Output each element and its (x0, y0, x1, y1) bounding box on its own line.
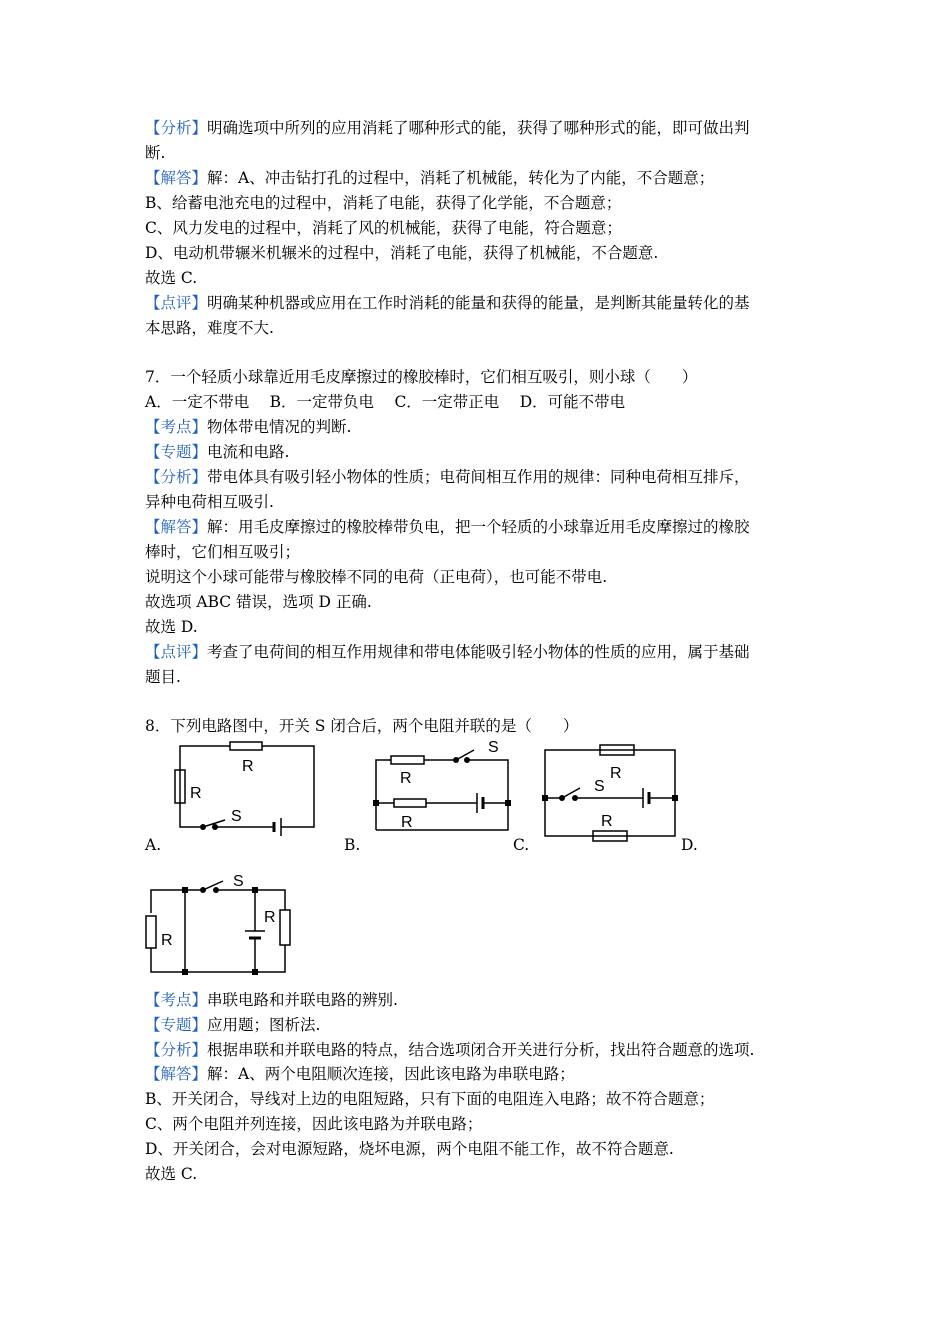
q7-options: A．一定不带电 B．一定带负电 C．一定带正电 D．可能不带电 (145, 393, 626, 411)
resistor-left (146, 916, 156, 948)
comment-line-cont: 本思路，难度不大. (145, 319, 274, 337)
resistor-top (230, 742, 262, 750)
junction-dot (252, 969, 258, 975)
q8-answer-line: 【解答】解：A、两个电阻顺次连接，因此该电路为串联电路； (145, 1065, 575, 1083)
q7-answer-line: 【解答】解：用毛皮摩擦过的橡胶棒带负电，把一个轻质的小球靠近用毛皮摩擦过的橡胶 (145, 518, 750, 536)
q8-answer-c: C、两个电阻并列连接，因此该电路为并联电路； (145, 1115, 483, 1133)
answer-tag: 【解答】 (145, 518, 208, 536)
analysis-line: 【分析】明确选项中所列的应用消耗了哪种形式的能，获得了哪种形式的能，即可做出判 (145, 119, 750, 137)
junction-dot (182, 887, 188, 893)
switch-label: S (594, 778, 605, 795)
q8-question: 8．下列电路图中，开关 S 闭合后，两个电阻并联的是（ ） (145, 717, 579, 735)
q7-analysis-cont: 异种电荷相互吸引. (145, 493, 274, 511)
option-b-label: B. (344, 836, 361, 854)
resistor-middle (394, 799, 426, 807)
q8-answer-b: B、开关闭合，导线对上边的电阻短路，只有下面的电阻连入电路；故不符合题意； (145, 1090, 715, 1108)
analysis-tag: 【分析】 (145, 468, 208, 486)
circuit-c-diagram (538, 740, 683, 845)
comment-tag: 【点评】 (145, 294, 208, 312)
point-tag: 【考点】 (145, 418, 208, 436)
junction-dot (182, 969, 188, 975)
comment-line: 【点评】明确某种机器或应用在工作时消耗的能量和获得的能量，是判断其能量转化的基 (145, 294, 750, 312)
q7-question: 7．一个轻质小球靠近用毛皮摩擦过的橡胶棒时，它们相互吸引，则小球（ ） (145, 368, 698, 386)
circuit-d-diagram (143, 868, 293, 978)
resistor-top (391, 756, 424, 764)
option-d-label: D. (681, 836, 698, 854)
q7-final-answer: 故选 D. (145, 618, 198, 636)
resistor-label: R (264, 909, 276, 926)
final-answer: 故选 C. (145, 269, 198, 287)
q8-answer-d: D、开关闭合，会对电源短路，烧坏电源，两个电阻不能工作，故不符合题意. (145, 1140, 674, 1158)
answer-option-d: D、电动机带辗米机辗米的过程中，消耗了电能，获得了机械能，不合题意. (145, 244, 659, 262)
circuit-a-diagram (170, 740, 320, 840)
resistor-right (280, 910, 290, 945)
q8-point-line: 【考点】串联电路和并联电路的辨别. (145, 991, 398, 1009)
q7-comment-line: 【点评】考查了电荷间的相互作用规律和带电体能吸引轻小物体的性质的应用，属于基础 (145, 643, 750, 661)
analysis-tag: 【分析】 (145, 119, 208, 137)
resistor-label: R (400, 770, 412, 787)
topic-tag: 【专题】 (145, 443, 208, 461)
analysis-line-cont: 断. (145, 144, 166, 162)
resistor-label: R (190, 785, 202, 802)
resistor-label: R (401, 814, 413, 831)
topic-tag: 【专题】 (145, 1016, 208, 1034)
q7-answer-cont: 棒时，它们相互吸引； (145, 543, 301, 561)
resistor-label: R (161, 932, 173, 949)
q8-analysis-line: 【分析】根据串联和并联电路的特点，结合选项闭合开关进行分析，找出符合题意的选项. (145, 1041, 755, 1059)
analysis-tag: 【分析】 (145, 1041, 208, 1059)
switch-contact (212, 824, 218, 830)
switch-label: S (231, 808, 242, 825)
junction-dot (672, 795, 678, 801)
q8-final-answer: 故选 C. (145, 1165, 198, 1183)
answer-line: 【解答】解：A、冲击钻打孔的过程中，消耗了机械能，转化为了内能，不合题意； (145, 169, 715, 187)
circuit-b-diagram (370, 735, 515, 845)
resistor-label: R (601, 813, 613, 830)
answer-option-b: B、给蓄电池充电的过程中，消耗了电能，获得了化学能，不合题意； (145, 194, 622, 212)
resistor-label: R (242, 758, 254, 775)
answer-option-c: C、风力发电的过程中，消耗了风的机械能，获得了电能，符合题意； (145, 219, 622, 237)
switch-blade (203, 881, 223, 890)
junction-dot (542, 795, 548, 801)
q8-topic-line: 【专题】应用题；图析法. (145, 1016, 321, 1034)
q7-analysis-line: 【分析】带电体具有吸引轻小物体的性质；电荷间相互作用的规律：同种电荷相互排斥， (145, 468, 750, 486)
answer-tag: 【解答】 (145, 1065, 208, 1083)
option-c-label: C. (513, 836, 530, 854)
option-a-label: A. (145, 836, 162, 854)
q7-comment-cont: 题目. (145, 668, 181, 686)
comment-tag: 【点评】 (145, 643, 208, 661)
q7-point-line: 【考点】物体带电情况的判断. (145, 418, 352, 436)
point-tag: 【考点】 (145, 991, 208, 1009)
junction-dot (505, 800, 511, 806)
answer-tag: 【解答】 (145, 169, 208, 187)
q7-answer-options: 故选项 ABC 错误，选项 D 正确. (145, 593, 372, 611)
resistor-label: R (610, 765, 622, 782)
q7-topic-line: 【专题】电流和电路. (145, 443, 290, 461)
q7-answer-explain: 说明这个小球可能带与橡胶棒不同的电荷（正电荷），也可能不带电. (145, 568, 608, 586)
switch-label: S (488, 739, 499, 756)
junction-dot (373, 800, 379, 806)
switch-label: S (233, 873, 244, 890)
junction-dot (252, 887, 258, 893)
